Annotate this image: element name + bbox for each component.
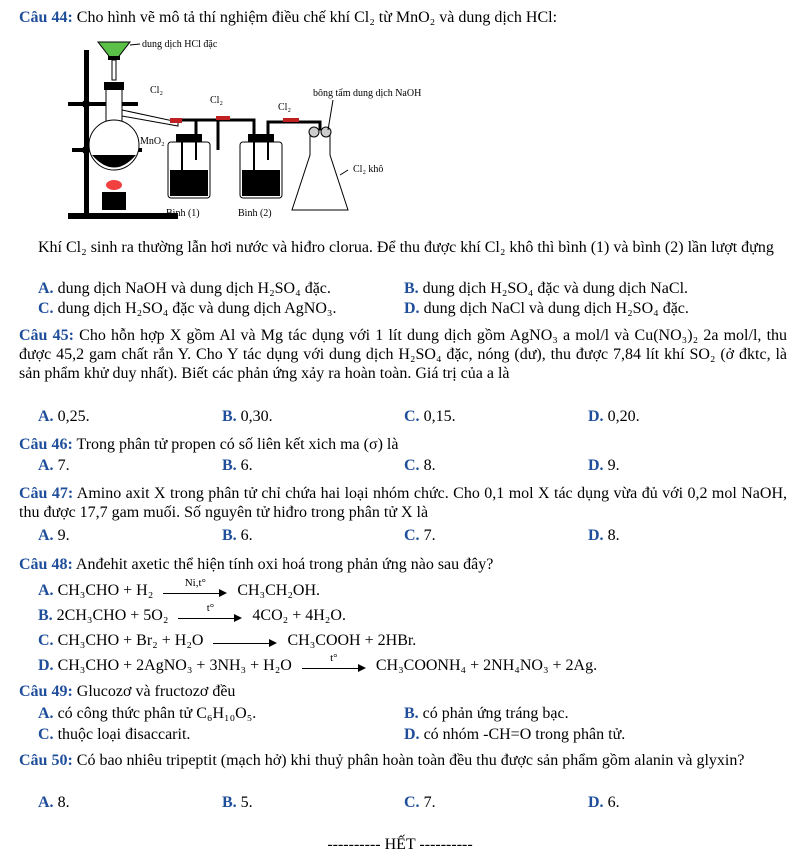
q47-option-b[interactable]: B. 6.: [222, 527, 253, 544]
reaction-arrow: t°: [178, 609, 242, 623]
q44-option-a[interactable]: A. dung dịch NaOH và dung dịch H₂SO₄ đặc.: [38, 280, 331, 297]
question-47-text: Amino axit X trong phân tử chỉ chứa hai loại nhóm chức. Cho 0,1 mol X tác dụng vừa đủ với 0,2 mol NaOH, thu được 17,7 gam muối. Số nguyên tử hiđro trong phân tử X là: [19, 485, 787, 521]
q49-option-d[interactable]: D. có nhóm -CH=O trong phân tử.: [404, 726, 626, 743]
reaction-arrow: Ni,t°: [163, 584, 227, 598]
label-flask-1: Bình (1): [166, 208, 200, 219]
q50-option-d[interactable]: D. 6.: [588, 794, 620, 811]
q46-option-d[interactable]: D. 9.: [588, 457, 620, 474]
label-cl2-2: Cl₂: [210, 95, 223, 106]
question-44-text: Cho hình vẽ mô tả thí nghiệm điều chế khí Cl₂ từ MnO₂ và dung dịch HCl:: [76, 9, 558, 26]
question-47-stem: [19, 484, 787, 522]
question-46-stem: [19, 435, 787, 454]
q48-option-d[interactable]: D. CH₃CHO + 2AgNO₃ + 3NH₃ + H₂O t° CH₃COONH₄ + 2NH₄NO₃ + 2Ag.: [38, 652, 598, 674]
end-marker: ---------- HẾT ----------: [327, 836, 473, 853]
question-50-stem: [19, 751, 787, 770]
question-46-text: Trong phân tử propen có số liên kết xich ma (σ) là: [76, 436, 399, 453]
q45-option-b[interactable]: B. 0,30.: [222, 408, 273, 425]
question-44-label: Câu 44:: [19, 9, 73, 26]
q50-option-c[interactable]: C. 7.: [404, 794, 436, 811]
question-49-text: Glucozơ và fructozơ đều: [76, 683, 236, 700]
q47-option-d[interactable]: D. 8.: [588, 527, 620, 544]
q44-option-c[interactable]: C. dung dịch H₂SO₄ đặc và dung dịch AgNO₃.: [38, 300, 337, 317]
question-50-label: Câu 50:: [19, 752, 73, 769]
q50-option-b[interactable]: B. 5.: [222, 794, 253, 811]
question-47-label: Câu 47:: [19, 485, 74, 502]
q50-option-a[interactable]: A. 8.: [38, 794, 70, 811]
question-45-label: Câu 45:: [19, 327, 74, 344]
question-49-stem: [19, 682, 787, 701]
q47-option-a[interactable]: A. 9.: [38, 527, 70, 544]
reaction-arrow: [213, 634, 277, 648]
q47-option-c[interactable]: C. 7.: [404, 527, 436, 544]
q45-option-d[interactable]: D. 0,20.: [588, 408, 640, 425]
q45-option-c[interactable]: C. 0,15.: [404, 408, 456, 425]
q44-option-b[interactable]: B. dung dịch H₂SO₄ đặc và dung dịch NaCl.: [404, 280, 689, 297]
question-46-label: Câu 46:: [19, 436, 73, 453]
q49-option-b[interactable]: B. có phản ứng tráng bạc.: [404, 705, 569, 722]
question-44-body: Khí Cl₂ sinh ra thường lẫn hơi nước và hiđro clorua. Để thu được khí Cl₂ khô thì bình (1) và bình (2) lần lượt đựng: [38, 239, 774, 256]
label-flask-2: Bình (2): [238, 208, 272, 219]
question-45-text: Cho hỗn hợp X gồm Al và Mg tác dụng với 1 lít dung dịch gồm AgNO₃ a mol/l và Cu(NO₃)₂ 2a mol/l, thu được 45,2 gam chất rắn Y. Cho Y tác dụng với dung dịch H₂SO₄ đặc, nóng (dư), thu được 7,84 lít khí SO₂ (ở đktc, là sản phẩm khử duy nhất). Biết các phản ứng xảy ra hoàn toàn. Giá trị của a là: [19, 327, 788, 382]
q48-option-a[interactable]: A. CH₃CHO + H₂ Ni,t° CH₃CH₂OH.: [38, 577, 321, 599]
question-50-text: Có bao nhiêu tripeptit (mạch hở) khi thuỷ phân hoàn toàn đều thu được sản phẩm gồm alanin và glyxin?: [76, 752, 745, 769]
question-48-text: Anđehit axetic thể hiện tính oxi hoá trong phản ứng nào sau đây?: [75, 556, 494, 573]
q46-option-b[interactable]: B. 6.: [222, 457, 253, 474]
label-hcl: dung dịch HCl đặc: [142, 39, 218, 50]
q45-option-a[interactable]: A. 0,25.: [38, 408, 90, 425]
label-cl2-dry: Cl₂ khô: [353, 164, 384, 175]
q44-option-d[interactable]: D. dung dịch NaCl và dung dịch H₂SO₄ đặc.: [404, 300, 689, 317]
reaction-arrow: t°: [302, 659, 366, 673]
q48-option-b[interactable]: B. 2CH₃CHO + 5O₂ t° 4CO₂ + 4H₂O.: [38, 602, 346, 624]
label-cl2-1: Cl₂: [150, 85, 163, 96]
label-naoh: bông tẩm dung dịch NaOH: [313, 88, 422, 99]
q48-option-c[interactable]: C. CH₃CHO + Br₂ + H₂O CH₃COOH + 2HBr.: [38, 632, 417, 649]
q46-option-a[interactable]: A. 7.: [38, 457, 70, 474]
label-mno2: MnO₂: [140, 136, 165, 147]
q49-option-a[interactable]: A. có công thức phân tử C₆H₁₀O₅.: [38, 705, 257, 722]
question-44-stem: [19, 8, 787, 27]
question-48-label: Câu 48:: [19, 556, 73, 573]
q49-option-c[interactable]: C. thuộc loại đisaccarit.: [38, 726, 191, 743]
label-cl2-3: Cl₂: [278, 102, 291, 113]
apparatus-diagram: [58, 30, 458, 228]
question-45-stem: [19, 326, 787, 383]
question-48-stem: [19, 555, 787, 574]
q46-option-c[interactable]: C. 8.: [404, 457, 436, 474]
question-49-label: Câu 49:: [19, 683, 73, 700]
